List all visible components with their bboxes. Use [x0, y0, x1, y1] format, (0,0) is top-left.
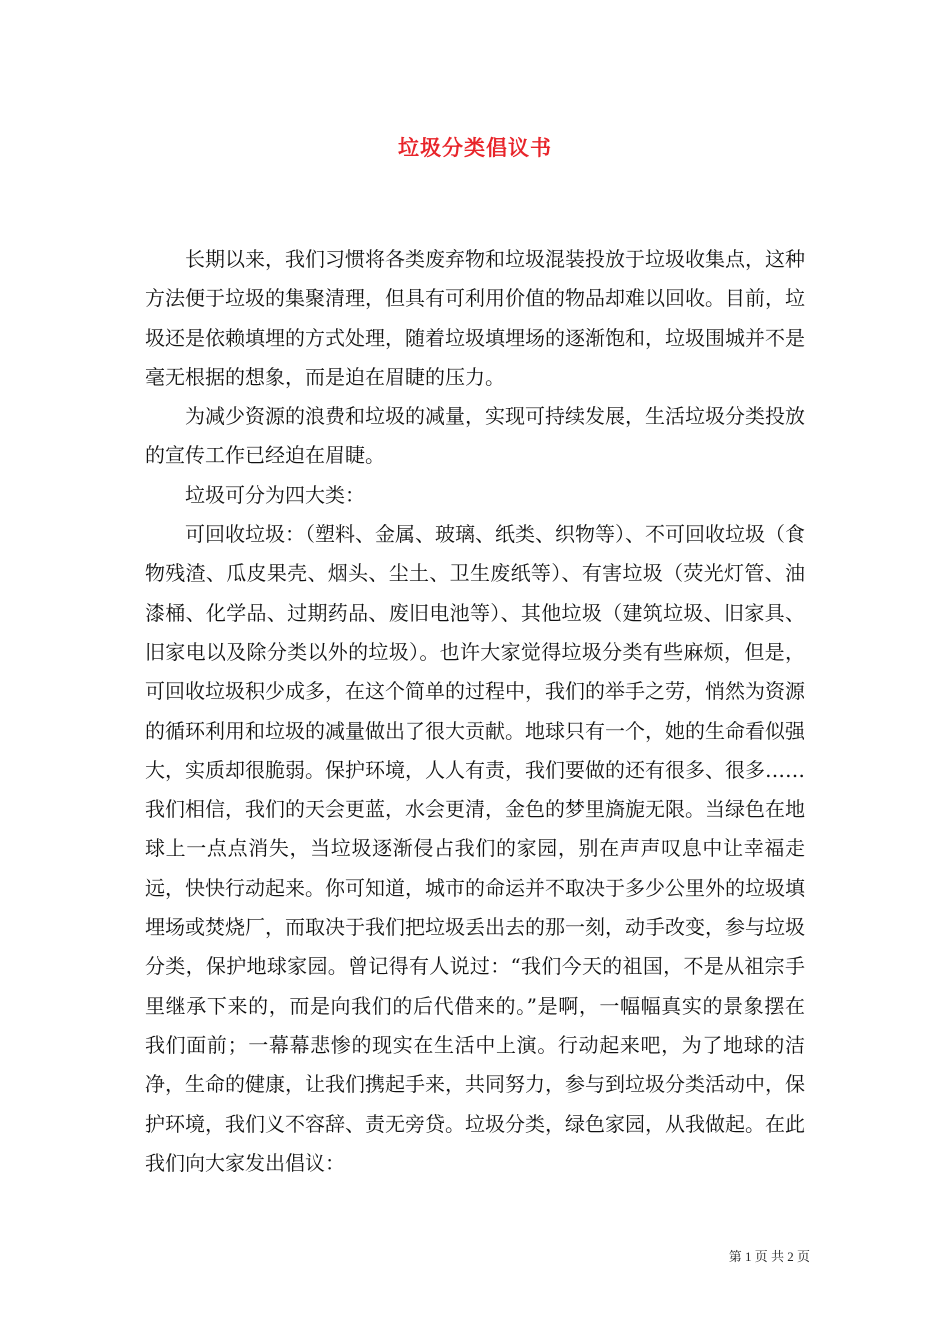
page-number: 第 1 页 共 2 页	[728, 1249, 810, 1264]
paragraph-purpose: 为减少资源的浪费和垃圾的减量，实现可持续发展，生活垃圾分类投放的宣传工作已经迫在眉睫。	[145, 404, 805, 468]
paragraph-intro: 长期以来，我们习惯将各类废弃物和垃圾混装投放于垃圾收集点，这种方法便于垃圾的集聚清理，但具有可利用价值的物品却难以回收。目前，垃圾还是依赖填埋的方式处理，随着垃圾填埋场的逐渐饱和，垃圾围城并不是毫无根据的想象，而是迫在眉睫的压力。	[145, 247, 805, 389]
document-title: 垃圾分类倡议书	[398, 135, 552, 160]
paragraph-categories-heading: 垃圾可分为四大类：	[185, 482, 365, 507]
document-body	[145, 240, 805, 1183]
paragraph-categories-detail: 可回收垃圾：（塑料、金属、玻璃、纸类、织物等）、不可回收垃圾（食物残渣、瓜皮果壳、烟头、尘土、卫生废纸等）、有害垃圾（荧光灯管、油漆桶、化学品、过期药品、废旧电池等）、其他垃圾（建筑垃圾、旧家具、旧家电以及除分类以外的垃圾）。也许大家觉得垃圾分类有些麻烦，但是，可回收垃圾积少成多，在这个简单的过程中，我们的举手之劳，悄然为资源的循环利用和垃圾的减量做出了很大贡献。地球只有一个，她的生命看似强大，实质却很脆弱。保护环境，人人有责，我们要做的还有很多、很多……我们相信，我们的天会更蓝，水会更清，金色的梦里旖旎无限。当绿色在地球上一点点消失，当垃圾逐渐侵占我们的家园，别在声声叹息中让幸福走远，快快行动起来。你可知道，城市的命运并不取决于多少公里外的垃圾填埋场或焚烧厂，而取决于我们把垃圾丢出去的那一刻，动手改变，参与垃圾分类，保护地球家园。曾记得有人说过：“我们今天的祖国，不是从祖宗手里继承下来的，而是向我们的后代借来的。”是啊，一幅幅真实的景象摆在我们面前；一幕幕悲惨的现实在生活中上演。行动起来吧，为了地球的洁净，生命的健康，让我们携起手来，共同努力，参与到垃圾分类活动中，保护环境，我们义不容辞、责无旁贷。垃圾分类，绿色家园，从我做起。在此我们向大家发出倡议：	[145, 522, 805, 1175]
